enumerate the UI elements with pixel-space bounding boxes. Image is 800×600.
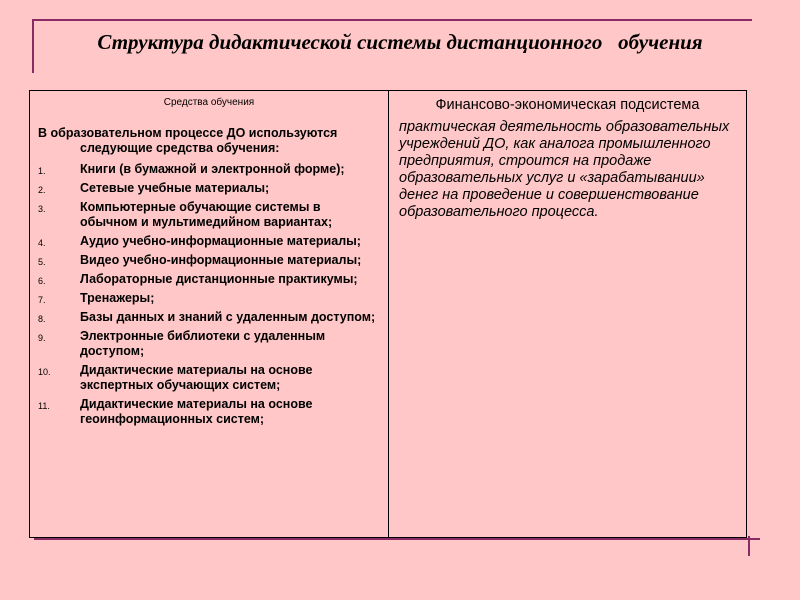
list-item bbox=[38, 291, 380, 306]
list-item bbox=[38, 181, 380, 196]
list-item bbox=[38, 234, 380, 249]
list-item-text: Электронные библиотеки с удаленным доступом; bbox=[80, 329, 326, 358]
list-item-number: 10. bbox=[38, 367, 51, 377]
list-item bbox=[38, 253, 380, 268]
list-item bbox=[38, 310, 380, 325]
list-item-text: Лабораторные дистанционные практикумы; bbox=[80, 272, 358, 286]
learning-means-column bbox=[30, 91, 389, 537]
list-item-number: 11. bbox=[38, 401, 50, 411]
accent-line-top bbox=[34, 19, 752, 21]
learning-means-header: Средства обучения bbox=[163, 97, 255, 108]
list-item-text: Тренажеры; bbox=[80, 291, 155, 305]
list-item-number: 8. bbox=[38, 314, 46, 324]
list-item-number: 3. bbox=[38, 204, 46, 214]
list-item bbox=[38, 200, 380, 230]
list-item-number: 5. bbox=[38, 257, 46, 267]
accent-line-right bbox=[748, 536, 750, 556]
accent-line-bottom bbox=[34, 538, 760, 540]
list-item-text: Аудио учебно-информационные материалы; bbox=[80, 234, 361, 248]
list-item-text: Сетевые учебные материалы; bbox=[80, 181, 270, 195]
slide-title: Структура дидактической системы дистанционного обучения bbox=[97, 30, 703, 54]
list-item-number: 2. bbox=[38, 185, 46, 195]
list-item-text: Базы данных и знаний с удаленным доступом; bbox=[80, 310, 376, 324]
finance-subsystem-column bbox=[389, 91, 746, 537]
list-item-number: 6. bbox=[38, 276, 46, 286]
finance-subsystem-header: Финансово-экономическая подсистема bbox=[435, 97, 700, 113]
list-item-text: Дидактические материалы на основе экспертных обучающих систем; bbox=[80, 363, 313, 392]
list-item-number: 1. bbox=[38, 166, 46, 176]
list-item-text: Книги (в бумажной и электронной форме); bbox=[80, 162, 345, 176]
learning-means-intro: В образовательном процессе ДО используются следующие средства обучения: bbox=[38, 126, 338, 155]
list-item-number: 9. bbox=[38, 333, 46, 343]
list-item bbox=[38, 272, 380, 287]
list-item-number: 7. bbox=[38, 295, 46, 305]
list-item-text: Компьютерные обучающие системы в обычном и мультимедийном вариантах; bbox=[80, 200, 333, 229]
content-table bbox=[29, 90, 747, 538]
list-item-text: Видео учебно-информационные материалы; bbox=[80, 253, 362, 267]
list-item bbox=[38, 329, 380, 359]
list-item-number: 4. bbox=[38, 238, 46, 248]
learning-means-list bbox=[38, 162, 380, 427]
list-item-text: Дидактические материалы на основе геоинформационных систем; bbox=[80, 397, 313, 426]
finance-subsystem-text: практическая деятельность образовательных учреждений ДО, как аналога промышленного предприятия, строится на продаже образовательных услуг и «зарабатывании» денег на проведение и совершенствование образовательного процесса. bbox=[399, 119, 730, 220]
list-item bbox=[38, 397, 380, 427]
list-item bbox=[38, 363, 380, 393]
list-item bbox=[38, 162, 380, 177]
